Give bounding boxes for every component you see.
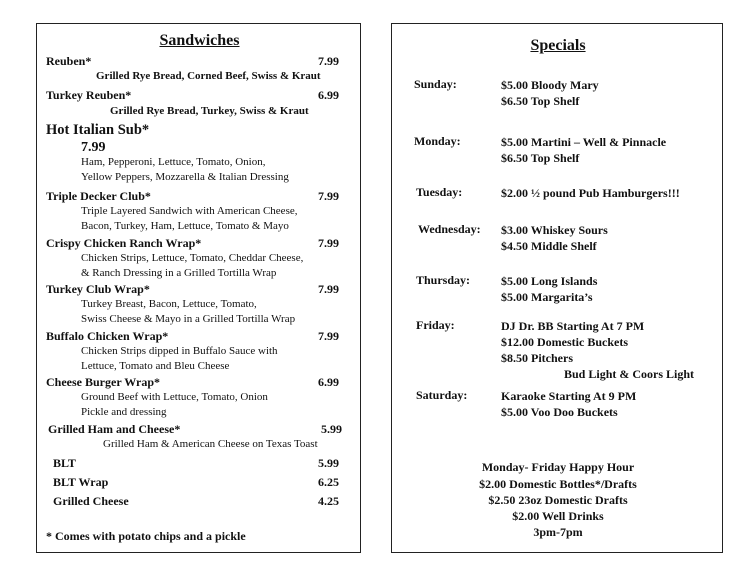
- item-price: 7.99: [318, 282, 339, 296]
- special-day: Friday:: [416, 318, 455, 332]
- item-description: Grilled Rye Bread, Corned Beef, Swiss & Kraut: [96, 70, 321, 82]
- item-name: Turkey Club Wrap*: [46, 282, 150, 296]
- special-deal: Bud Light & Coors Light: [564, 367, 695, 381]
- item-name: Triple Decker Club*: [46, 189, 151, 203]
- item-name: Turkey Reuben*: [46, 88, 132, 102]
- special-deal: $5.00 Martini – Well & Pinnacle: [501, 135, 667, 149]
- item-description-line: & Ranch Dressing in a Grilled Tortilla Wrap: [81, 267, 277, 279]
- item-name: Crispy Chicken Ranch Wrap*: [46, 236, 202, 250]
- item-name: BLT Wrap: [53, 475, 109, 489]
- item-name: Hot Italian Sub*: [46, 122, 150, 138]
- special-deal: $3.00 Whiskey Sours: [501, 223, 608, 237]
- happy-hour-line: $2.00 Domestic Bottles*/Drafts: [479, 477, 637, 491]
- special-deal: $5.00 Margarita’s: [501, 290, 593, 304]
- happy-hour-line: $2.50 23oz Domestic Drafts: [488, 493, 628, 507]
- item-price: 6.99: [318, 88, 339, 102]
- item-description-line: Lettuce, Tomato and Bleu Cheese: [81, 360, 230, 372]
- item-price: 7.99: [318, 189, 339, 203]
- item-price: 6.99: [318, 375, 339, 389]
- item-name: Buffalo Chicken Wrap*: [46, 329, 169, 343]
- item-price: 7.99: [81, 140, 106, 155]
- special-day: Sunday:: [414, 77, 457, 91]
- item-description-line: Pickle and dressing: [81, 406, 167, 418]
- special-day: Wednesday:: [418, 222, 481, 236]
- footnote: * Comes with potato chips and a pickle: [46, 529, 246, 543]
- item-price: 5.99: [321, 422, 342, 436]
- happy-hour-title: Monday- Friday Happy Hour: [481, 460, 635, 474]
- item-name: Grilled Cheese: [53, 494, 129, 508]
- item-price: 7.99: [318, 236, 339, 250]
- item-name: Grilled Ham and Cheese*: [48, 422, 181, 436]
- item-description-line: Swiss Cheese & Mayo in a Grilled Tortilla Wrap: [81, 313, 296, 325]
- item-price: 4.25: [318, 494, 339, 508]
- item-description-line: Bacon, Turkey, Ham, Lettuce, Tomato & Mayo: [81, 220, 289, 232]
- special-deal: $5.00 Long Islands: [501, 274, 598, 288]
- sandwiches-panel: [36, 23, 361, 553]
- item-price: 7.99: [318, 54, 339, 68]
- item-price: 6.25: [318, 475, 339, 489]
- happy-hour-line: 3pm-7pm: [533, 525, 583, 539]
- special-deal: $2.00 ½ pound Pub Hamburgers!!!: [501, 186, 680, 200]
- item-description: Grilled Ham & American Cheese on Texas Toast: [103, 438, 318, 450]
- special-deal: $4.50 Middle Shelf: [501, 239, 597, 253]
- special-deal: $6.50 Top Shelf: [501, 151, 580, 165]
- item-price: 5.99: [318, 456, 339, 470]
- special-deal: $5.00 Bloody Mary: [501, 78, 599, 92]
- special-deal: Karaoke Starting At 9 PM: [501, 389, 637, 403]
- item-description-line: Chicken Strips, Lettuce, Tomato, Cheddar Cheese,: [81, 252, 304, 264]
- special-deal: $8.50 Pitchers: [501, 351, 573, 365]
- item-price: 7.99: [318, 329, 339, 343]
- item-description-line: Triple Layered Sandwich with American Cheese,: [81, 205, 298, 217]
- item-description-line: Yellow Peppers, Mozzarella & Italian Dressing: [81, 171, 289, 183]
- special-day: Thursday:: [416, 273, 471, 287]
- item-name: Reuben*: [46, 54, 92, 68]
- special-deal: $6.50 Top Shelf: [501, 94, 580, 108]
- item-name: Cheese Burger Wrap*: [46, 375, 160, 389]
- item-description: Grilled Rye Bread, Turkey, Swiss & Kraut: [110, 105, 309, 117]
- item-description-line: Ham, Pepperoni, Lettuce, Tomato, Onion,: [81, 156, 266, 168]
- special-day: Monday:: [414, 134, 461, 148]
- item-description-line: Turkey Breast, Bacon, Lettuce, Tomato,: [81, 298, 257, 310]
- special-deal: DJ Dr. BB Starting At 7 PM: [501, 319, 645, 333]
- special-day: Saturday:: [416, 388, 468, 402]
- item-description-line: Chicken Strips dipped in Buffalo Sauce with: [81, 345, 278, 357]
- happy-hour-line: $2.00 Well Drinks: [512, 509, 604, 523]
- sandwiches-title: Sandwiches: [159, 32, 240, 49]
- special-day: Tuesday:: [416, 185, 463, 199]
- special-deal: $12.00 Domestic Buckets: [501, 335, 628, 349]
- item-description-line: Ground Beef with Lettuce, Tomato, Onion: [81, 391, 268, 403]
- item-name: BLT: [53, 456, 76, 470]
- special-deal: $5.00 Voo Doo Buckets: [501, 405, 618, 419]
- specials-panel: [391, 23, 723, 553]
- specials-title: Specials: [530, 37, 586, 54]
